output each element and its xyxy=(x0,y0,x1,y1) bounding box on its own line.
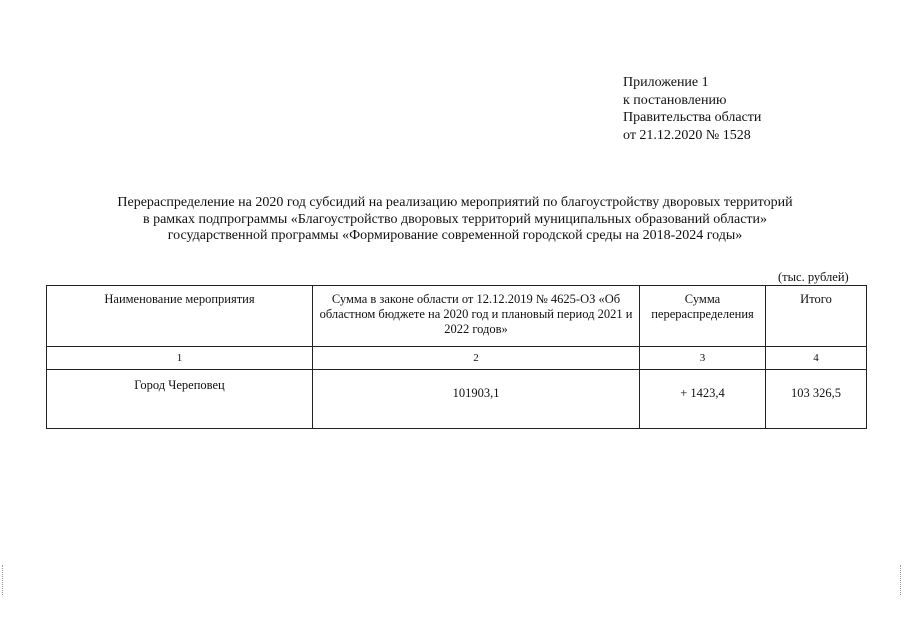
header-total: Итого xyxy=(766,286,867,347)
title-line-3: государственной программы «Формирование современной городской среды на 2018-2024 годы» xyxy=(167,228,743,243)
redistribution-table xyxy=(46,285,867,429)
header-redistribution: Сумма перераспределения xyxy=(640,286,766,347)
document-title xyxy=(40,195,870,245)
title-line-2: в рамках подпрограммы «Благоустройство дворовых территорий муниципальных образований области» xyxy=(142,211,768,227)
appendix-line-1: Приложение 1 xyxy=(623,75,709,90)
column-number: 3 xyxy=(640,347,766,370)
row-activity-name: Город Череповец xyxy=(47,370,313,429)
table-row xyxy=(47,370,867,429)
appendix-line-3: Правительства области xyxy=(623,110,762,125)
scan-edge-mark-right xyxy=(900,565,903,595)
row-total: 103 326,5 xyxy=(766,370,867,429)
units-label: (тыс. рублей) xyxy=(778,270,849,284)
appendix-line-4: от 21.12.2020 № 1528 xyxy=(623,127,751,143)
appendix-line-2: к постановлению xyxy=(623,92,727,108)
row-law-amount: 101903,1 xyxy=(313,370,640,429)
header-activity-name: Наименование мероприятия xyxy=(47,286,313,347)
title-line-1: Перераспределение на 2020 год субсидий на реализацию мероприятий по благоустройству дворовых территорий xyxy=(117,195,793,210)
column-number: 2 xyxy=(313,347,640,370)
row-redistribution: + 1423,4 xyxy=(640,370,766,429)
scan-edge-mark-left xyxy=(2,565,5,595)
table-header-row xyxy=(47,286,867,347)
column-number: 1 xyxy=(47,347,313,370)
column-number: 4 xyxy=(766,347,867,370)
column-number-row xyxy=(47,347,867,370)
header-law-amount: Сумма в законе области от 12.12.2019 № 4625-ОЗ «Об областном бюджете на 2020 год и плановый период 2021 и 2022 годов» xyxy=(313,286,640,347)
appendix-block xyxy=(623,74,761,144)
